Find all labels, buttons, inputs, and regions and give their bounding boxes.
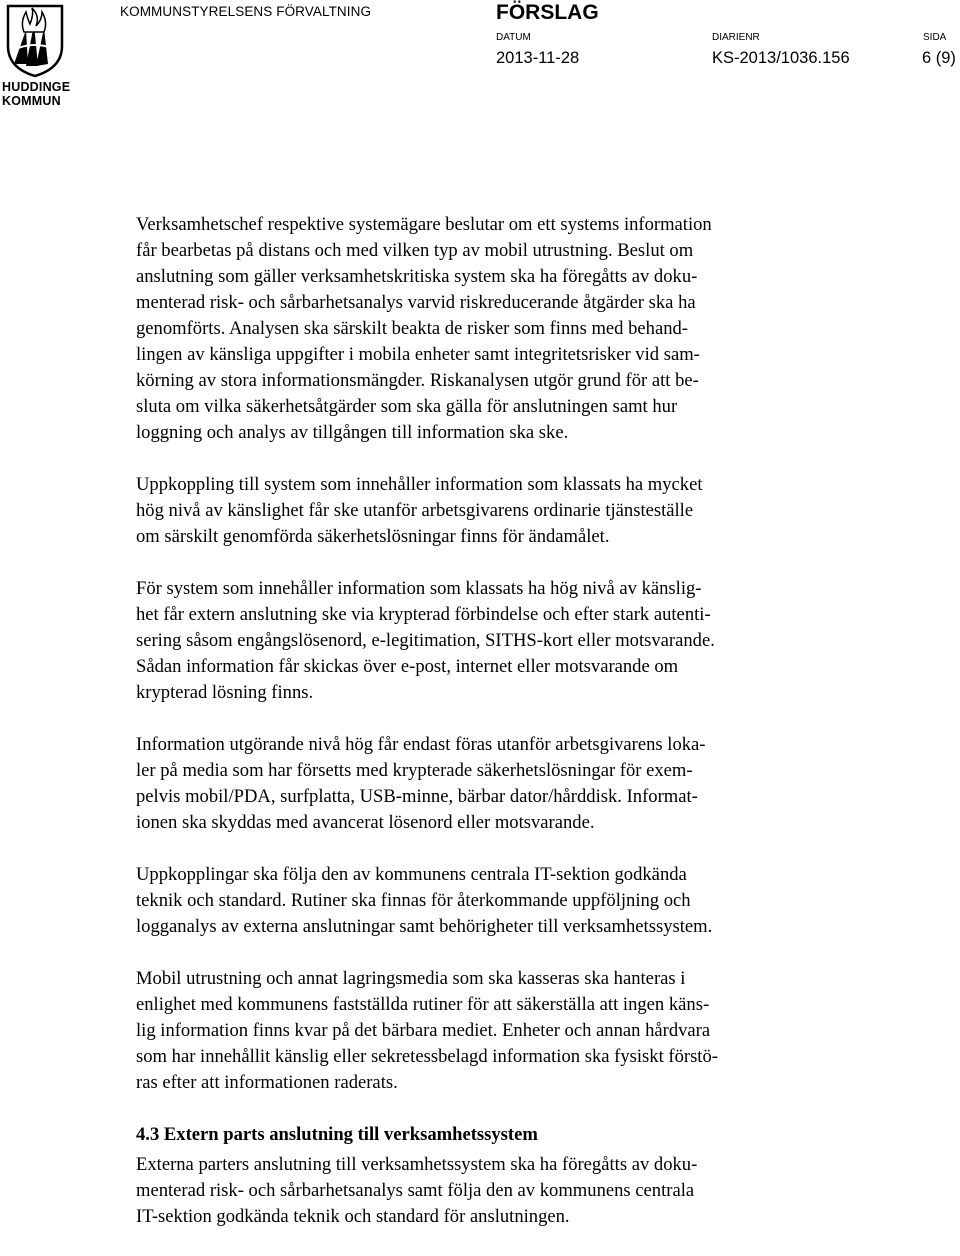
- diary-number-label: DIARIENR: [712, 32, 760, 43]
- document-body: [136, 212, 836, 1256]
- date-value: 2013-11-28: [496, 49, 580, 67]
- logo-wordmark: HUDDINGE KOMMUN: [2, 80, 71, 108]
- section-heading: 4.3 Extern parts anslutning till verksamhetssystem: [136, 1124, 538, 1145]
- organization-name: KOMMUNSTYRELSENS FÖRVALTNING: [120, 4, 372, 19]
- page-label: SIDA: [923, 32, 947, 43]
- municipality-logo: [0, 0, 72, 108]
- section-paragraph: Externa parters anslutning till verksamhetssystem ska ha föregåtts av doku- menterad risk- och sårbarhetsanalys samt följa den av kommunens centrala IT-sektion godkända teknik och standard för anslutningen.: [136, 1154, 698, 1227]
- coat-of-arms-icon: [4, 2, 66, 78]
- paragraph: Verksamhetschef respektive systemägare beslutar om ett systems information får bearbetas på distans och med vilken typ av mobil utrustning. Beslut om anslutning som gäller verksamhetskritiska system ska ha föregåtts av doku- menterad risk- och sårbarhetsanalys varvid riskreducerande åtgärder ska ha genomförts. Analysen ska särskilt beakta de risker som finns med behand- lingen av känsliga uppgifter i mobila enheter samt integritetsrisker vid sam- körning av stora informationsmängder. Riskanalysen utgör grund för att be- sluta om vilka säkerhetsåtgärder som ska gälla för anslutningen samt hur loggning och analys av tillgången till information ska ske.: [136, 214, 712, 443]
- paragraph: För system som innehåller information som klassats ha hög nivå av känslig- het får extern anslutning ske via krypterad förbindelse och efter stark autenti- sering såsom engångslösenord, e-legitimation, SITHS-kort eller motsvarande. Sådan information får skickas över e-post, internet eller motsvarande om krypterad lösning finns.: [136, 578, 715, 703]
- diary-number-value: KS-2013/1036.156: [712, 49, 850, 67]
- paragraph: Uppkoppling till system som innehåller information som klassats ha mycket hög nivå av känslighet får ske utanför arbetsgivarens ordinarie tjänsteställe om särskilt genomförda säkerhetslösningar finns för ändamålet.: [136, 474, 703, 547]
- document-type: FÖRSLAG: [496, 1, 599, 24]
- page-number: 6 (9): [922, 49, 956, 67]
- paragraph: Mobil utrustning och annat lagringsmedia som ska kasseras ska hanteras i enlighet med kommunens fastställda rutiner för att säkerställa att ingen käns- lig information finns kvar på det bärbara mediet. Enheter och annan hårdvara som har innehållit känslig eller sekretessbelagd information ska fysiskt förstö- ras efter att informationen raderats.: [136, 968, 718, 1093]
- date-label: DATUM: [496, 32, 531, 43]
- paragraph: Information utgörande nivå hög får endast föras utanför arbetsgivarens loka- ler på media som har försetts med krypterade säkerhetslösningar för exem- pelvis mobil/PDA, surfplatta, USB-minne, bärbar dator/hårddisk. Informat- ionen ska skyddas med avancerat lösenord eller motsvarande.: [136, 734, 706, 833]
- paragraph: Uppkopplingar ska följa den av kommunens centrala IT-sektion godkända teknik och standard. Rutiner ska finnas för återkommande uppföljning och logganalys av externa anslutningar samt behörigheter till verksamhetssystem.: [136, 864, 713, 937]
